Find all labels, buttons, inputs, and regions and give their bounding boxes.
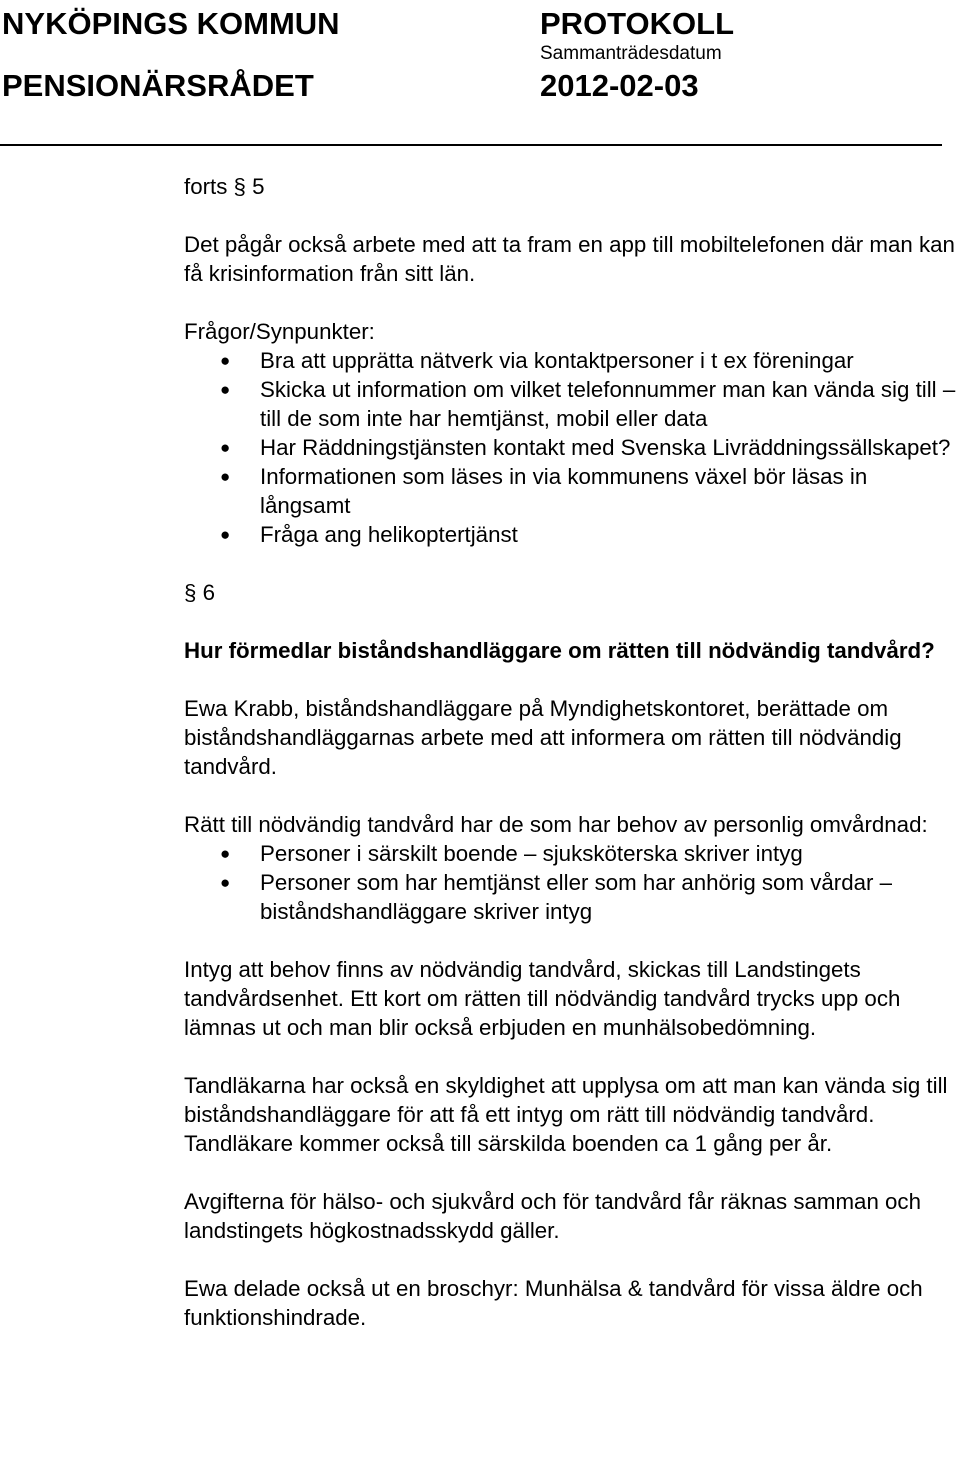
- paragraph-ewa-krabb: Ewa Krabb, biståndshandläggare på Myndighetskontoret, berättade om biståndshandläggarnas arbete med att informera om rätten till nödvändig tandvård.: [184, 696, 902, 779]
- list-item: ● Informationen som läses in via kommunens växel bör läsas in långsamt: [220, 464, 868, 518]
- bullet-icon: ●: [220, 351, 231, 370]
- paragraph-certificate: Intyg att behov finns av nödvändig tandvård, skickas till Landstingets tandvårdsenhet. Ett kort om rätten till nödvändig tandvård trycks upp och lämnas ut och man blir också erbjuden en munhälsobedömning.: [184, 957, 901, 1040]
- date-label: Sammanträdesdatum: [540, 43, 722, 64]
- org-name: NYKÖPINGS KOMMUN: [2, 6, 340, 41]
- meeting-date: 2012-02-03: [540, 68, 699, 103]
- bullet-icon: ●: [220, 380, 231, 399]
- document-body: [184, 172, 960, 1332]
- list-item: ● Personer som har hemtjänst eller som har anhörig som vårdar – biståndshandläggare skriver intyg: [220, 870, 893, 924]
- list-item: ● Fråga ang helikoptertjänst: [220, 522, 518, 547]
- questions-list: [184, 346, 960, 549]
- bullet-icon: ●: [220, 844, 231, 863]
- document-type: PROTOKOLL: [540, 6, 735, 41]
- paragraph-dentists: Tandläkarna har också en skyldighet att upplysa om att man kan vända sig till biståndshandläggare för att få ett intyg om rätt till nödvändig tandvård. Tandläkare kommer också till särskilda boenden ca 1 gång per år.: [184, 1073, 948, 1156]
- bullet-icon: ●: [220, 873, 231, 892]
- unit-name: PENSIONÄRSRÅDET: [2, 68, 314, 103]
- list-item: ● Personer i särskilt boende – sjuksköterska skriver intyg: [220, 841, 803, 866]
- paragraph-brochure: Ewa delade också ut en broschyr: Munhälsa & tandvård för vissa äldre och funktionshindrade.: [184, 1276, 923, 1330]
- bullet-icon: ●: [220, 525, 231, 544]
- section-continuation-heading: forts § 5: [184, 174, 265, 199]
- questions-label: Frågor/Synpunkter:: [184, 319, 375, 344]
- section-number: § 6: [184, 580, 215, 605]
- list-item: ● Har Räddningstjänsten kontakt med Svenska Livräddningssällskapet?: [220, 435, 951, 460]
- eligibility-list: [184, 839, 960, 926]
- list-item: ● Bra att upprätta nätverk via kontaktpersoner i t ex föreningar: [220, 348, 854, 373]
- section-title: Hur förmedlar biståndshandläggare om rätten till nödvändig tandvård?: [184, 638, 935, 663]
- paragraph-app: Det pågår också arbete med att ta fram en app till mobiltelefonen där man kan få krisinformation från sitt län.: [184, 232, 955, 286]
- bullet-icon: ●: [220, 438, 231, 457]
- paragraph-eligibility: Rätt till nödvändig tandvård har de som har behov av personlig omvårdnad:: [184, 812, 928, 837]
- paragraph-fees: Avgifterna för hälso- och sjukvård och för tandvård får räknas samman och landstingets högkostnadsskydd gäller.: [184, 1189, 921, 1243]
- list-item: ● Skicka ut information om vilket telefonnummer man kan vända sig till – till de som inte har hemtjänst, mobil eller data: [220, 377, 956, 431]
- bullet-icon: ●: [220, 467, 231, 486]
- header-rule: [0, 144, 942, 146]
